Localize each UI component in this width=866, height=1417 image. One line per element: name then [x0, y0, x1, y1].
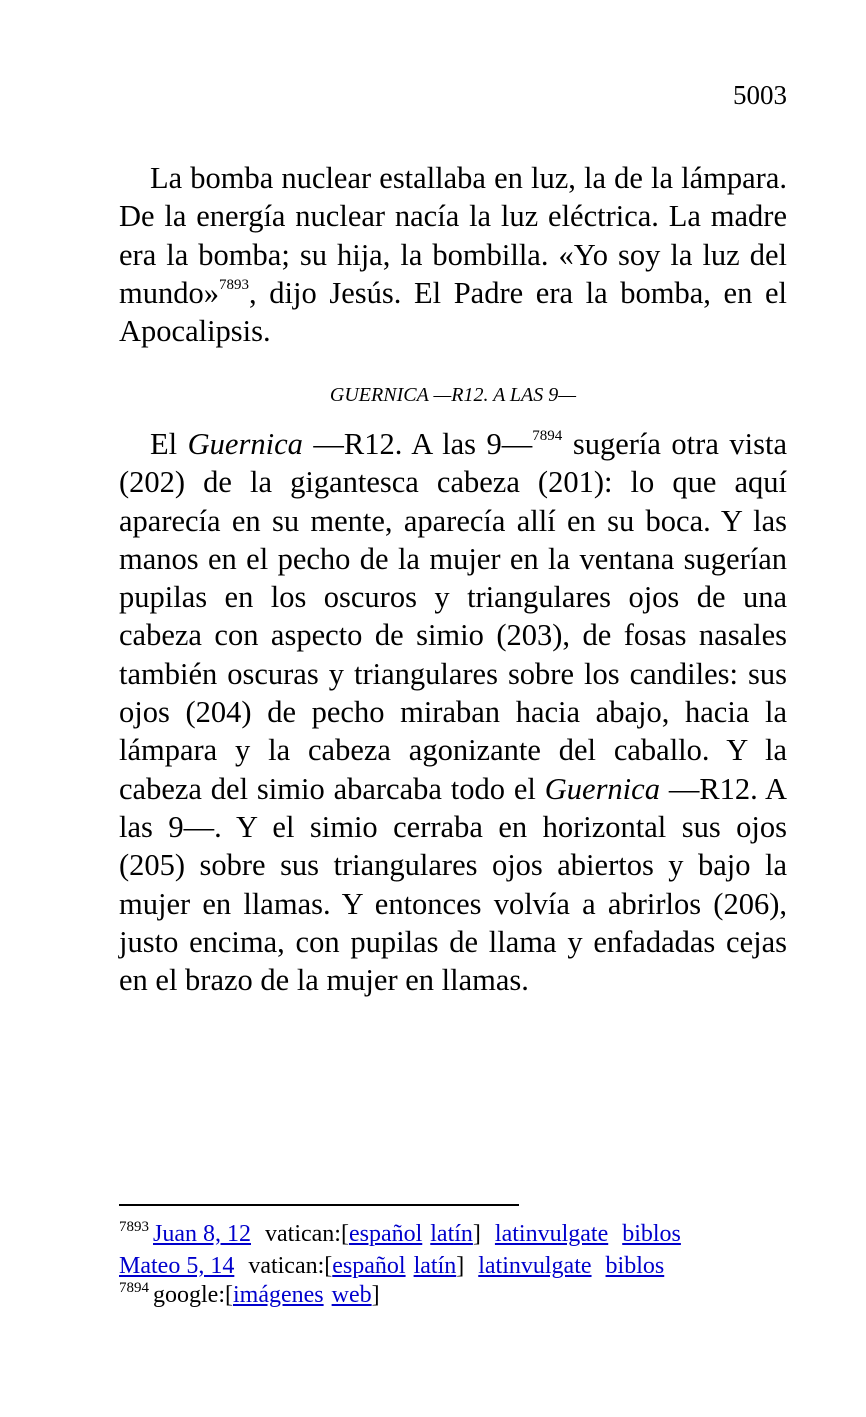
title-guernica: Guernica: [187, 427, 303, 461]
google-label: google:[: [153, 1282, 233, 1308]
paragraph-bomba: [119, 159, 787, 350]
paragraph-text: —R12. A las 9—: [302, 427, 533, 461]
section-heading: GUERNICA —R12. A LAS 9—: [329, 384, 577, 406]
paragraph-text: —R12. A las 9—. Y el simio cerraba en horizontal sus ojos (205) sobre sus triangulares ojos abiertos y bajo la mujer en llamas. Y entonces volvía a abrirlos (206), justo encima, con pupilas de llama y enfadadas cejas en el brazo de la mujer en llamas.: [119, 771, 787, 998]
bracket: ]: [472, 1221, 481, 1247]
vatican-label: vatican:[: [248, 1253, 333, 1279]
page-number: 5003: [733, 80, 787, 110]
title-guernica: Guernica: [544, 771, 660, 806]
link-biblos[interactable]: biblos: [605, 1253, 665, 1279]
paragraph-text: , dijo Jesús. El Padre era la bomba, en el Apocalipsis.: [119, 275, 787, 349]
paragraph-guernica: [119, 425, 787, 999]
paragraph-text: El: [150, 427, 188, 461]
footnote-7894-line: [119, 1281, 819, 1313]
footnote-7893-line1: [119, 1220, 819, 1252]
link-google-web[interactable]: web: [331, 1282, 372, 1308]
link-biblos[interactable]: biblos: [622, 1221, 681, 1247]
footnote-ref-7893: 7893: [218, 276, 249, 293]
bracket: ]: [371, 1282, 380, 1308]
paragraph-text: sugería otra vista (202) de la gigantesca cabeza (201): lo que aquí aparecía en su mente, aparecía allí en su boca. Y las manos en el pecho de la mujer en la ventana sugerían pupilas en los oscuros y triangulares ojos de una cabeza con aspecto de simio (203), de fosas nasales también oscuras y triangulares sobre los candiles: sus ojos (204) de pecho miraban hacia abajo, hacia la lámpara y la cabeza agonizante del caballo. Y la cabeza del simio abarcaba todo el: [119, 427, 787, 806]
footnote-number: 7893: [119, 1219, 149, 1235]
link-juan-8-12[interactable]: Juan 8, 12: [153, 1221, 251, 1247]
link-latinvulgate[interactable]: latinvulgate: [494, 1221, 609, 1247]
link-vatican-latin[interactable]: latín: [430, 1221, 473, 1247]
bracket: ]: [456, 1253, 465, 1279]
footnote-divider: [119, 1204, 519, 1206]
footnote-7893-line2: [119, 1252, 819, 1281]
paragraph-text: La bomba nuclear estallaba en luz, la de la lámpara. De la energía nuclear nacía la luz eléctrica. La madre era la bomba; su hija, la bombilla. «Yo soy la luz del mundo»: [119, 161, 787, 310]
vatican-label: vatican:[: [265, 1221, 349, 1247]
link-mateo-5-14[interactable]: Mateo 5, 14: [119, 1253, 235, 1279]
link-vatican-latin[interactable]: latín: [413, 1253, 457, 1279]
link-google-imagenes[interactable]: imágenes: [232, 1282, 324, 1308]
link-vatican-espanol[interactable]: español: [332, 1253, 406, 1279]
link-vatican-espanol[interactable]: español: [348, 1221, 423, 1247]
footnote-number: 7894: [119, 1280, 149, 1296]
footnote-ref-7894: 7894: [532, 427, 563, 444]
footnotes: [119, 1220, 819, 1313]
link-latinvulgate[interactable]: latinvulgate: [478, 1253, 592, 1279]
